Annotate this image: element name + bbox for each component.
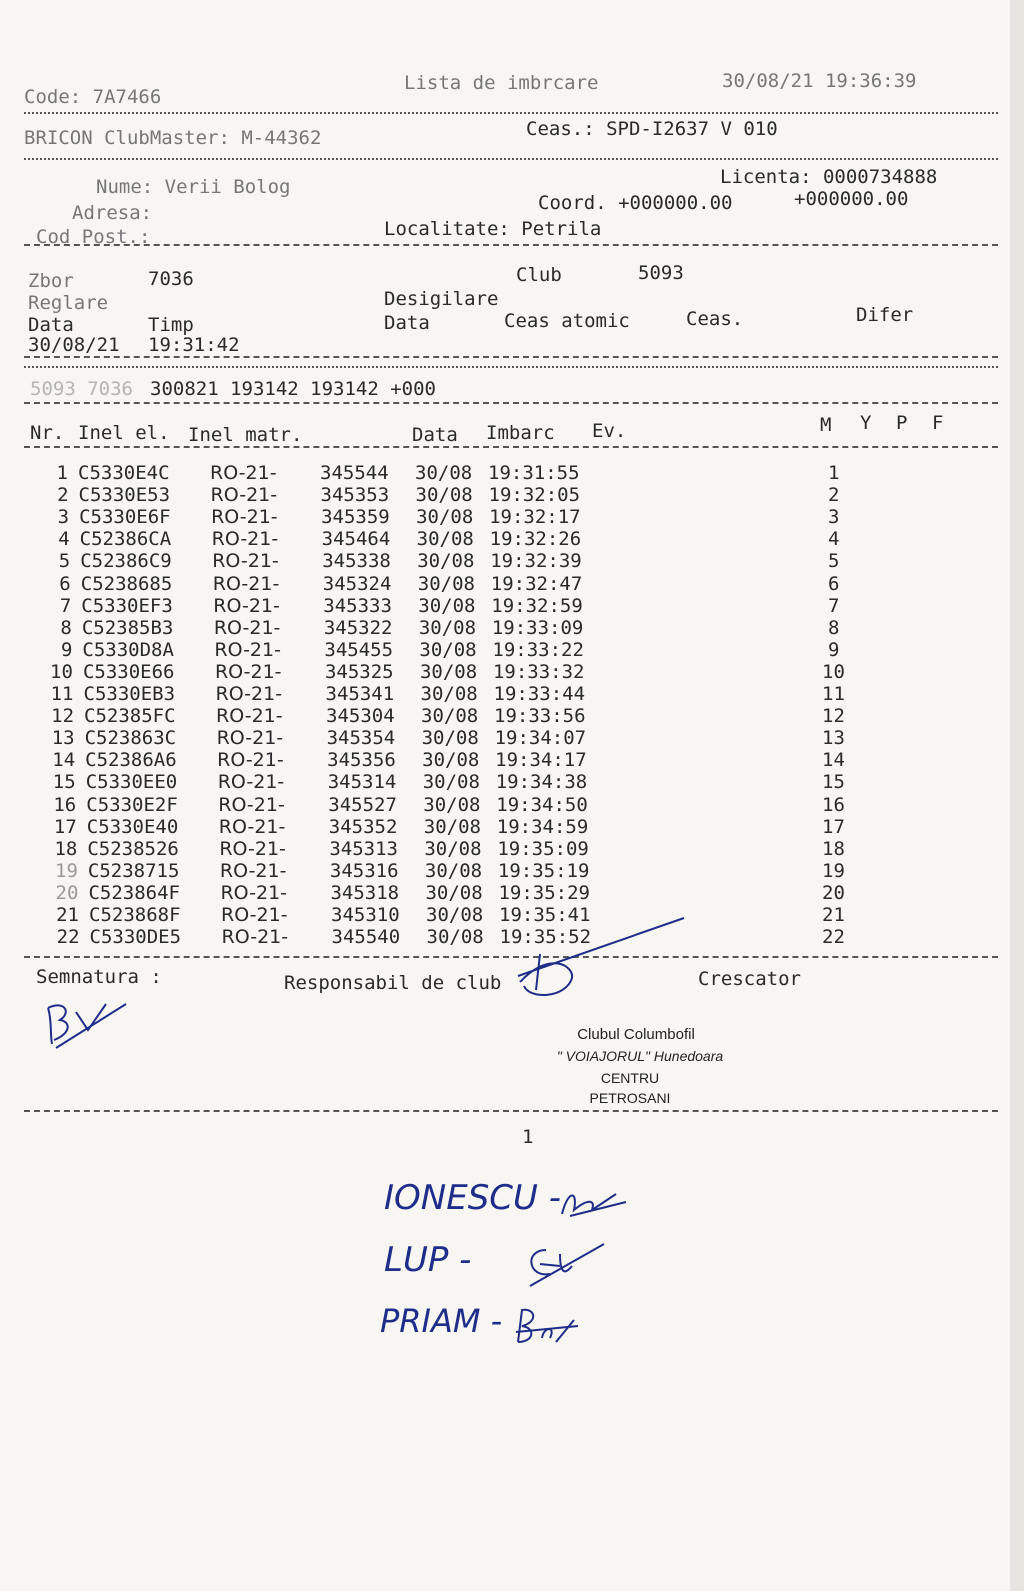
row-ring-number: 345324 bbox=[322, 572, 392, 595]
row-number: 9 bbox=[60, 638, 73, 661]
col-ev: Ev. bbox=[592, 420, 627, 442]
row-ring-number: 345540 bbox=[331, 926, 401, 949]
locality: Localitate: Petrila bbox=[384, 218, 602, 240]
row-electronic-ring: C5330E53 bbox=[78, 484, 171, 507]
row-time: 19:34:50 bbox=[496, 793, 588, 816]
divider bbox=[24, 1110, 998, 1112]
row-time: 19:33:56 bbox=[494, 705, 586, 728]
table-row bbox=[0, 771, 1010, 793]
row-date: 30/08 bbox=[417, 550, 475, 573]
club-responsible-label: Responsabil de club bbox=[284, 972, 502, 994]
row-m: 11 bbox=[822, 683, 845, 705]
row-time: 19:32:59 bbox=[491, 594, 583, 617]
handwritten-initials-1 bbox=[556, 1180, 636, 1230]
row-time: 19:35:09 bbox=[497, 837, 589, 860]
table-row bbox=[0, 727, 1010, 749]
table-row bbox=[0, 661, 1010, 683]
handwritten-line-3: PRIAM - bbox=[380, 1302, 503, 1340]
row-ring-prefix: RO-21- bbox=[221, 904, 288, 926]
row-ring-number: 345313 bbox=[329, 837, 398, 860]
postal-code-label: Cod Post.: bbox=[36, 226, 151, 248]
row-electronic-ring: C5238526 bbox=[87, 837, 179, 860]
row-number: 2 bbox=[57, 484, 69, 507]
col-p: P bbox=[896, 412, 908, 434]
col-f: F bbox=[932, 412, 944, 434]
row-electronic-ring: C52385B3 bbox=[81, 616, 174, 639]
row-date: 30/08 bbox=[415, 462, 473, 484]
row-ring-number: 345455 bbox=[324, 638, 394, 661]
row-ring-number: 345464 bbox=[321, 528, 391, 551]
row-number: 14 bbox=[52, 749, 76, 772]
row-electronic-ring: C5330EF3 bbox=[81, 594, 173, 617]
row-time: 19:34:59 bbox=[496, 815, 589, 838]
row-electronic-ring: C52386C9 bbox=[80, 550, 172, 573]
system-label: BRICON ClubMaster: M-44362 bbox=[24, 127, 322, 149]
row-date: 30/08 bbox=[421, 727, 479, 750]
club-signature bbox=[510, 910, 700, 1010]
timp-label: Timp bbox=[148, 314, 194, 336]
row-ring-prefix: RO-21- bbox=[211, 506, 278, 529]
row-electronic-ring: C5330EB3 bbox=[83, 683, 176, 705]
table-row bbox=[0, 705, 1010, 727]
row-date: 30/08 bbox=[418, 594, 476, 617]
divider bbox=[24, 402, 998, 404]
row-ring-number: 345354 bbox=[326, 727, 396, 750]
row-ring-number: 345316 bbox=[329, 859, 399, 882]
row-number: 15 bbox=[52, 771, 76, 794]
table-row bbox=[0, 749, 1010, 771]
owner-name: Nume: Verii Bolog bbox=[96, 176, 291, 198]
row-electronic-ring: C5330E66 bbox=[82, 660, 175, 683]
summary-prefix: 5093 7036 bbox=[30, 378, 133, 400]
row-date: 30/08 bbox=[416, 506, 474, 529]
table-row bbox=[0, 484, 1010, 506]
row-ring-number: 345338 bbox=[322, 550, 391, 573]
license-number: Licenta: 0000734888 bbox=[720, 166, 938, 188]
row-m: 6 bbox=[828, 572, 840, 595]
row-m: 21 bbox=[822, 904, 845, 926]
row-ring-prefix: RO-21- bbox=[220, 881, 288, 904]
row-m: 3 bbox=[828, 506, 840, 529]
row-m: 10 bbox=[822, 660, 845, 683]
row-m: 16 bbox=[822, 793, 845, 816]
signature-mark bbox=[36, 990, 136, 1060]
row-ring-number: 345304 bbox=[326, 705, 395, 728]
row-time: 19:33:44 bbox=[493, 683, 586, 705]
row-ring-prefix: RO-21- bbox=[212, 550, 279, 573]
difer-label: Difer bbox=[856, 304, 914, 326]
row-ring-prefix: RO-21- bbox=[213, 594, 280, 617]
row-electronic-ring: C5238685 bbox=[80, 572, 173, 595]
stamp-line2: " VOIAJORUL" Hunedoara bbox=[556, 1048, 724, 1064]
zbor-label: Zbor bbox=[28, 270, 74, 292]
row-m: 22 bbox=[822, 926, 845, 949]
divider bbox=[24, 158, 998, 160]
data-label: Data bbox=[28, 314, 74, 336]
table-row bbox=[0, 617, 1010, 639]
row-number: 5 bbox=[58, 550, 71, 573]
row-date: 30/08 bbox=[418, 616, 477, 639]
row-ring-prefix: RO-21- bbox=[216, 727, 284, 750]
row-time: 19:32:47 bbox=[490, 572, 583, 595]
stamp-line4: PETROSANI bbox=[589, 1090, 671, 1106]
row-ring-prefix: RO-21- bbox=[216, 705, 283, 728]
table-row bbox=[0, 506, 1010, 528]
col-inel-el: Inel el. bbox=[78, 422, 170, 444]
row-date: 30/08 bbox=[421, 705, 479, 728]
row-date: 30/08 bbox=[425, 881, 483, 904]
row-m: 20 bbox=[822, 881, 845, 904]
row-ring-prefix: RO-21- bbox=[219, 837, 286, 860]
row-date: 30/08 bbox=[416, 528, 474, 551]
row-date: 30/08 bbox=[423, 815, 481, 838]
reglare-date: 30/08/21 bbox=[28, 334, 120, 356]
row-ring-number: 345333 bbox=[323, 594, 392, 617]
row-time: 19:35:52 bbox=[499, 926, 592, 949]
row-m: 17 bbox=[822, 815, 845, 838]
table-row bbox=[0, 838, 1010, 860]
print-datetime: 30/08/21 19:36:39 bbox=[722, 70, 917, 92]
row-electronic-ring: C5238715 bbox=[87, 859, 180, 882]
row-ring-prefix: RO-21- bbox=[215, 683, 283, 705]
row-m: 19 bbox=[822, 859, 845, 882]
row-number: 1 bbox=[56, 462, 68, 484]
row-ring-number: 345352 bbox=[328, 815, 398, 838]
row-time: 19:33:22 bbox=[492, 638, 584, 661]
row-ring-number: 345314 bbox=[327, 771, 397, 794]
row-date: 30/08 bbox=[424, 859, 483, 882]
divider bbox=[24, 366, 998, 368]
col-y: Y bbox=[860, 412, 872, 434]
row-time: 19:34:07 bbox=[494, 727, 587, 750]
row-electronic-ring: C523863C bbox=[84, 727, 177, 750]
table-row bbox=[0, 595, 1010, 617]
row-number: 3 bbox=[57, 506, 70, 529]
row-m: 1 bbox=[828, 462, 840, 484]
row-ring-prefix: RO-21- bbox=[212, 572, 280, 595]
divider bbox=[24, 356, 998, 358]
row-ring-number: 345310 bbox=[331, 904, 400, 926]
table-row bbox=[0, 816, 1010, 838]
table-row bbox=[0, 683, 1010, 705]
row-electronic-ring: C5330D8A bbox=[82, 638, 174, 661]
stamp-line1: Clubul Columbofil bbox=[577, 1026, 695, 1043]
row-number: 16 bbox=[53, 793, 77, 816]
club-label: Club bbox=[516, 264, 562, 286]
table-row bbox=[0, 573, 1010, 595]
row-time: 19:35:29 bbox=[498, 881, 590, 904]
row-time: 19:32:39 bbox=[490, 550, 582, 573]
row-ring-number: 345356 bbox=[327, 749, 396, 772]
row-ring-prefix: RO-21- bbox=[219, 859, 287, 882]
handwritten-line-2: LUP - bbox=[384, 1240, 472, 1280]
col-imbarc: Imbarc bbox=[486, 422, 555, 444]
row-date: 30/08 bbox=[424, 837, 482, 860]
row-time: 19:34:17 bbox=[495, 749, 587, 772]
row-m: 14 bbox=[822, 749, 845, 772]
row-ring-prefix: RO-21- bbox=[217, 771, 285, 794]
handwritten-initials-3 bbox=[508, 1302, 588, 1352]
row-ring-prefix: RO-21- bbox=[217, 749, 284, 772]
row-m: 4 bbox=[828, 528, 840, 551]
row-ring-prefix: RO-21- bbox=[214, 660, 282, 683]
stamp-line3: CENTRU bbox=[600, 1070, 660, 1086]
row-ring-prefix: RO-21- bbox=[221, 926, 289, 949]
row-ring-prefix: RO-21- bbox=[211, 528, 279, 551]
row-electronic-ring: C5330EE0 bbox=[85, 771, 178, 794]
clock-label: Ceas.: SPD-I2637 V 010 bbox=[526, 118, 778, 140]
row-number: 17 bbox=[53, 815, 77, 838]
row-time: 19:35:41 bbox=[499, 904, 591, 926]
table-row bbox=[0, 860, 1010, 882]
row-number: 22 bbox=[56, 926, 80, 949]
zbor-number: 7036 bbox=[148, 268, 194, 290]
row-ring-number: 345353 bbox=[320, 484, 390, 507]
row-electronic-ring: C5330DE5 bbox=[89, 926, 182, 949]
row-ring-prefix: RO-21- bbox=[214, 638, 281, 661]
reglare-time: 19:31:42 bbox=[148, 334, 240, 356]
data-label-2: Data bbox=[384, 312, 430, 334]
row-ring-number: 345544 bbox=[320, 462, 389, 484]
row-m: 9 bbox=[828, 638, 840, 661]
signature-label: Semnatura : bbox=[36, 966, 162, 988]
row-time: 19:33:32 bbox=[492, 660, 585, 683]
summary-line: 300821 193142 193142 +000 bbox=[150, 378, 436, 400]
row-electronic-ring: C5330E2F bbox=[86, 793, 178, 816]
row-time: 19:33:09 bbox=[491, 616, 584, 639]
row-time: 19:31:55 bbox=[488, 462, 580, 484]
row-ring-number: 345341 bbox=[325, 683, 395, 705]
row-number: 6 bbox=[59, 572, 71, 595]
row-number: 4 bbox=[58, 528, 70, 551]
row-number: 13 bbox=[51, 727, 75, 750]
row-date: 30/08 bbox=[419, 660, 478, 683]
page-number: 1 bbox=[522, 1126, 534, 1148]
row-ring-prefix: RO-21- bbox=[218, 793, 285, 816]
row-m: 13 bbox=[822, 727, 845, 750]
table-row bbox=[0, 639, 1010, 661]
table-row bbox=[0, 926, 1010, 948]
row-time: 19:32:17 bbox=[489, 506, 581, 529]
row-electronic-ring: C5330E6F bbox=[79, 506, 171, 529]
col-data: Data bbox=[412, 424, 458, 446]
table-row bbox=[0, 528, 1010, 550]
row-ring-prefix: RO-21- bbox=[210, 484, 278, 507]
table-row bbox=[0, 794, 1010, 816]
row-number: 20 bbox=[55, 881, 79, 904]
row-m: 5 bbox=[828, 550, 840, 573]
row-date: 30/08 bbox=[423, 793, 481, 816]
divider bbox=[24, 446, 998, 448]
row-m: 15 bbox=[822, 771, 845, 794]
row-date: 30/08 bbox=[420, 683, 478, 705]
page-edge bbox=[1010, 0, 1024, 1591]
row-ring-number: 345325 bbox=[324, 660, 394, 683]
row-number: 18 bbox=[54, 837, 78, 860]
row-date: 30/08 bbox=[417, 572, 475, 595]
row-number: 11 bbox=[50, 683, 74, 705]
row-electronic-ring: C52385FC bbox=[84, 705, 176, 728]
address-label: Adresa: bbox=[72, 202, 153, 224]
row-electronic-ring: C52386A6 bbox=[85, 749, 177, 772]
row-number: 21 bbox=[56, 904, 79, 926]
row-number: 8 bbox=[60, 616, 72, 639]
row-m: 8 bbox=[828, 616, 840, 639]
ceas-label: Ceas. bbox=[686, 308, 744, 330]
row-date: 30/08 bbox=[419, 638, 477, 661]
divider bbox=[24, 112, 998, 114]
row-electronic-ring: C5330E40 bbox=[86, 815, 179, 838]
row-time: 19:32:05 bbox=[488, 484, 581, 507]
row-ring-prefix: RO-21- bbox=[218, 815, 286, 838]
row-number: 19 bbox=[55, 859, 78, 882]
row-ring-number: 345359 bbox=[321, 506, 390, 529]
row-number: 12 bbox=[51, 705, 75, 728]
breeder-label: Crescator bbox=[698, 968, 801, 990]
document-title: Lista de imbrcare bbox=[404, 72, 599, 94]
row-m: 2 bbox=[828, 484, 840, 507]
divider bbox=[24, 244, 998, 246]
table-row bbox=[0, 904, 1010, 926]
col-inel-matr: Inel matr. bbox=[188, 424, 303, 446]
row-ring-number: 345322 bbox=[323, 616, 393, 639]
row-date: 30/08 bbox=[415, 484, 473, 507]
row-number: 7 bbox=[59, 594, 72, 617]
ceas-atomic-label: Ceas atomic bbox=[504, 310, 630, 332]
reglare-label: Reglare bbox=[28, 292, 109, 314]
row-electronic-ring: C5330E4C bbox=[78, 462, 170, 484]
row-m: 18 bbox=[822, 837, 845, 860]
row-date: 30/08 bbox=[426, 904, 484, 926]
row-time: 19:34:38 bbox=[495, 771, 588, 794]
row-ring-number: 345527 bbox=[328, 793, 397, 816]
row-electronic-ring: C523864F bbox=[88, 881, 180, 904]
desigilare-label: Desigilare bbox=[384, 288, 499, 310]
table-row bbox=[0, 462, 1010, 484]
code-label: Code: 7A7466 bbox=[24, 86, 162, 108]
row-time: 19:32:26 bbox=[489, 528, 582, 551]
row-electronic-ring: C52386CA bbox=[79, 528, 172, 551]
row-electronic-ring: C523868F bbox=[89, 904, 181, 926]
table-row bbox=[0, 550, 1010, 572]
handwritten-initials-2 bbox=[520, 1236, 610, 1292]
row-m: 7 bbox=[828, 594, 840, 617]
row-m: 12 bbox=[822, 705, 845, 728]
handwritten-line-1: IONESCU - bbox=[384, 1178, 561, 1218]
row-date: 30/08 bbox=[426, 926, 484, 949]
row-time: 19:35:19 bbox=[497, 859, 590, 882]
row-number: 10 bbox=[50, 660, 73, 683]
table-row bbox=[0, 882, 1010, 904]
row-ring-number: 345318 bbox=[330, 881, 400, 904]
row-ring-prefix: RO-21- bbox=[210, 462, 277, 484]
row-date: 30/08 bbox=[422, 771, 480, 794]
col-nr: Nr. bbox=[30, 422, 65, 444]
coordinates-second: +000000.00 bbox=[794, 188, 909, 210]
row-date: 30/08 bbox=[422, 749, 480, 772]
coordinates: Coord. +000000.00 bbox=[538, 192, 733, 214]
col-m: M bbox=[820, 414, 832, 436]
row-ring-prefix: RO-21- bbox=[213, 616, 281, 639]
club-number: 5093 bbox=[638, 262, 684, 284]
